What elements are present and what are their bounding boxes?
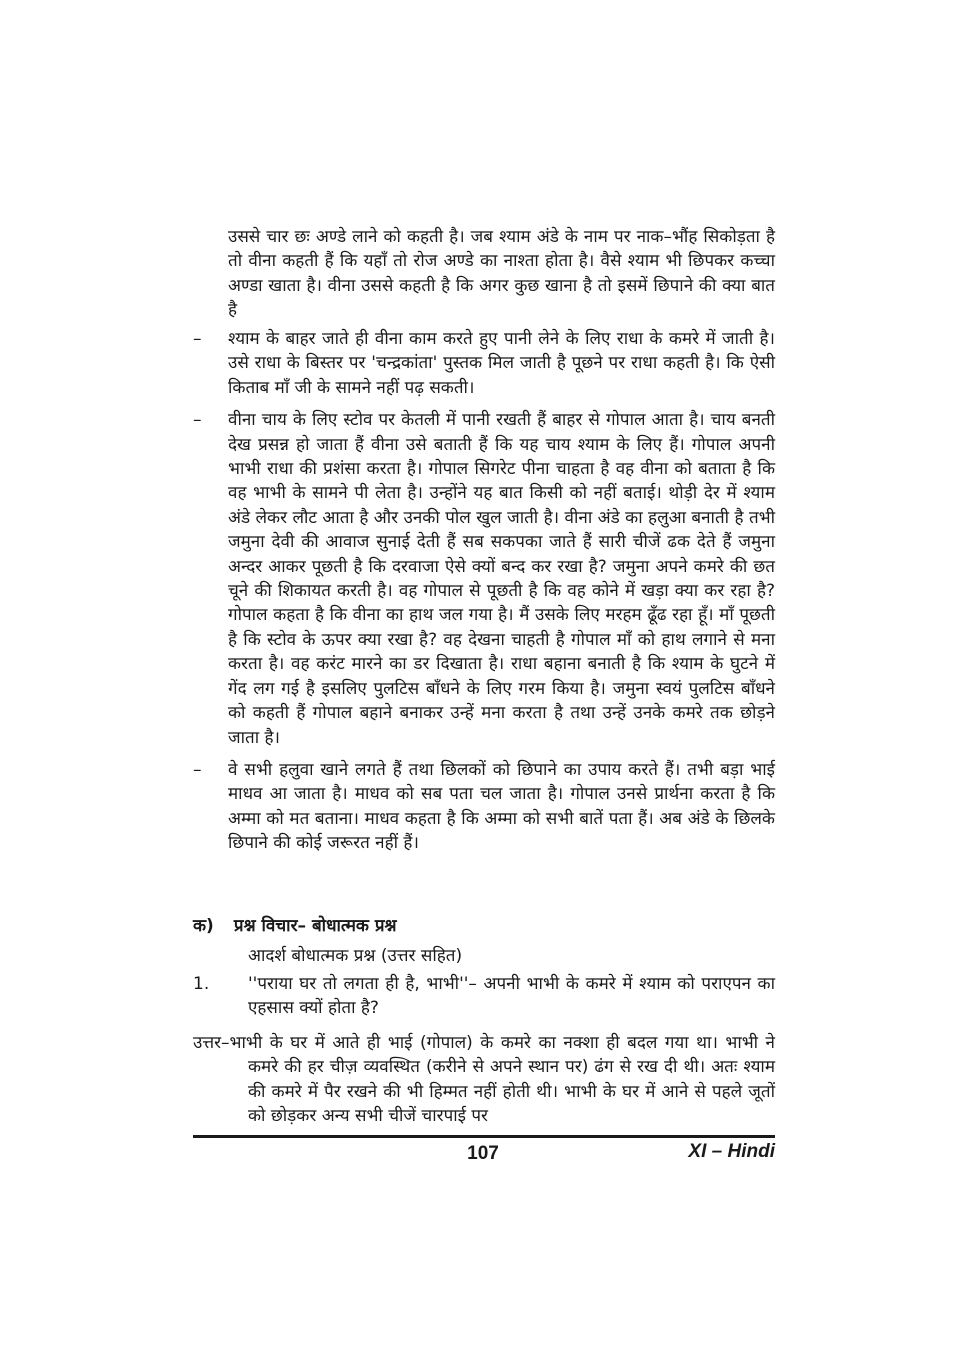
footer-label: XI – Hindi — [688, 1141, 775, 1162]
question-text: ''पराया घर तो लगता ही है, भाभी''– अपनी भाभी के कमरे में श्याम को पराएपन का एहसास क्यों होता है? — [248, 974, 775, 1019]
section-subtitle: आदर्श बोधात्मक प्रश्न (उत्तर सहित) — [248, 946, 463, 966]
bullet-text: श्याम के बाहर जाते ही वीना काम करते हुए पानी लेने के लिए राधा के कमरे में जाती है। उसे राधा के बिस्तर पर 'चन्द्रकांता' पुस्तक मिल जाती है पूछने पर राधा कहती है। कि ऐसी किताब माँ जी के सामने नहीं पढ़ सकती। — [228, 329, 775, 398]
list-item — [193, 327, 775, 400]
bullet-text: वीना चाय के लिए स्टोव पर केतली में पानी रखती हैं बाहर से गोपाल आता है। चाय बनती देख प्रसन्न हो जाता हैं वीना उसे बताती हैं कि यह चाय श्याम के लिए हैं। गोपाल अपनी भाभी राधा की प्रशंसा करता है। गोपाल सिगरेट पीना चाहता है वह वीना को बताता है कि वह भाभी के सामने पी लेता है। उन्होंने यह बात किसी को नहीं बताई। थोड़ी देर में श्याम अंडे लेकर लौट आता है और उनकी पोल खुल जाती है। वीना अंडे का हलुआ बनाती है तभी जमुना देवी की आवाज सुनाई देती हैं सब सकपका जाते हैं सारी चीजें ढक देते हैं जमुना अन्दर आकर पूछती है कि दरवाजा ऐसे क्यों बन्द कर रखा है? जमुना अपने कमरे की छत चूने की शिकायत करती है। वह गोपाल से पूछती है कि वह कोने में खड़ा क्या कर रहा है? गोपाल कहता है कि वीना का हाथ जल गया है। मैं उसके लिए मरहम ढूँढ रहा हूँ। माँ पूछती है कि स्टोव के ऊपर क्या रखा है? वह देखना चाहती है गोपाल माँ को हाथ लगाने से मना करता है। वह करंट मारने का डर दिखाता है। राधा बहाना बनाती है कि श्याम के घुटने में गेंद लग गई है इसलिए पुलटिस बाँधने के लिए गरम किया है। जमुना स्वयं पुलटिस बाँधने को कहती हैं गोपाल बहाने बनाकर उन्हें मना करता है तथा उन्हें उनके कमरे तक छोड़ने जाता है। — [228, 410, 775, 748]
list-item — [193, 758, 775, 856]
answer-paragraph — [193, 1031, 775, 1129]
summary-bullet-list — [193, 327, 775, 864]
bullet-dash: – — [193, 329, 202, 349]
section-title: प्रश्न विचार– बोधात्मक प्रश्न — [233, 916, 397, 936]
footer-divider — [193, 1135, 775, 1138]
section-marker: क) — [193, 916, 214, 936]
page-number: 107 — [467, 1143, 499, 1164]
answer-text: उत्तर–भाभी के घर में आते ही भाई (गोपाल) के कमरे का नक्शा ही बदल गया था। भाभी ने कमरे की हर चीज़ व्यवस्थित (करीने से अपने स्थान पर) ढंग से रख दी थी। अतः श्याम की कमरे में पैर रखने की भी हिम्मत नहीं होती थी। भाभी के घर में आने से पहले जूतों को छोड़कर अन्य सभी चीजें चारपाई पर — [193, 1033, 775, 1127]
bullet-text: वे सभी हलुवा खाने लगते हैं तथा छिलकों को छिपाने का उपाय करते हैं। तभी बड़ा भाई माधव आ जाता है। माधव को सब पता चल जाता है। गोपाल उनसे प्रार्थना करता है कि अम्मा को मत बताना। माधव कहता है कि अम्मा को सभी बातें पता हैं। अब अंडे के छिलके छिपाने की कोई जरूरत नहीं हैं। — [228, 759, 775, 854]
question-item — [193, 972, 775, 1021]
section-heading — [193, 914, 775, 938]
bullet-dash: – — [193, 759, 202, 780]
intro-paragraph: उससे चार छः अण्डे लाने को कहती है। जब श्याम अंडे के नाम पर नाक–भौंह सिकोड़ता है तो वीना कहती हैं कि यहाँ तो रोज अण्डे का नाश्ता होता है। वैसे श्याम भी छिपकर कच्चा अण्डा खाता है। वीना उससे कहती है कि अगर कुछ खाना है तो इसमें छिपाने की क्या बात है — [228, 227, 775, 321]
list-item — [193, 408, 775, 750]
bullet-dash: – — [193, 410, 202, 431]
question-number: 1. — [193, 974, 210, 994]
